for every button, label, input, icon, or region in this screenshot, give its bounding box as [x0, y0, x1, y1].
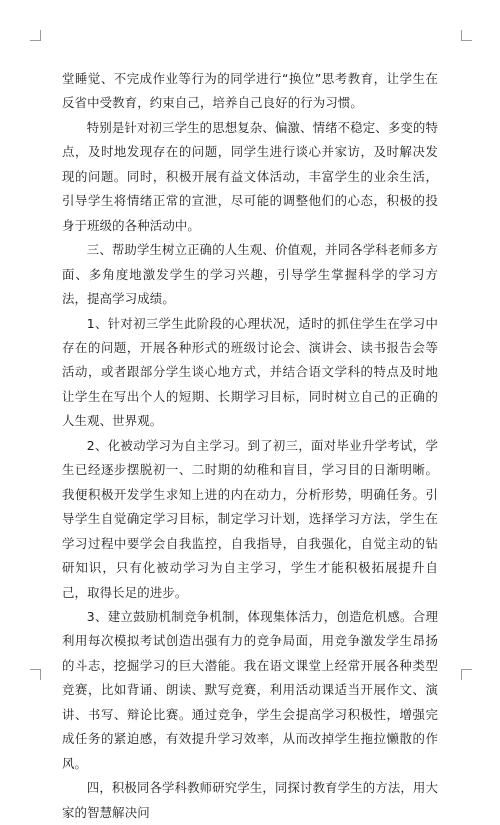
crop-mark-bottom-right	[461, 669, 472, 680]
crop-mark-top-right	[461, 30, 472, 41]
paragraph-student-emotions: 特别是针对初三学生的思想复杂、偏激、情绪不稳定、多变的特点，及时地发现存在的问题，同学生进行谈心并家访，及时解决发现的问题。同时，积极开展有益文体活动，丰富学生的业余生活，引导学生将情绪正常的宣泄，尽可能的调整他们的心态，积极的投身于班级的各种活动中。	[62, 119, 438, 233]
crop-mark-bottom-left	[30, 669, 41, 680]
crop-mark-top-left	[30, 30, 41, 41]
document-body	[62, 67, 438, 825]
paragraph-item-2: 2、化被动学习为自主学习。到了初三，面对毕业升学考试，学生已经逐步摆脱初一、二时期的幼稚和盲目，学习目的日渐明晰。我便积极开发学生求知上进的内在动力，分析形势，明确任务。引导学生自觉确定学习目标，制定学习计划，选择学习方法，学生在学习过程中要学会自我监控，自我指导，自我强化，自觉主动的钻研知识，只有化被动学习为自主学习，学生才能积极拓展提升自己，取得长足的进步。	[62, 437, 438, 600]
paragraph-item-1: 1、针对初三学生此阶段的心理状况，适时的抓住学生在学习中存在的问题，开展各种形式的班级讨论会、演讲会、读书报告会等活动，或者跟部分学生谈心地方式，并结合语文学科的特点及时地让学生在写出个人的短期、长期学习目标，同时树立自己的正确的人生观、世界观。	[62, 315, 438, 429]
paragraph-section-four-heading: 四，积极同各学科教师研究学生，同探讨教育学生的方法，用大家的智慧解决问	[62, 780, 438, 820]
paragraph-section-three-heading: 三、帮助学生树立正确的人生观、价值观，并同各学科老师多方面、多角度地激发学生的学习兴趣，引导学生掌握科学的学习方法，提高学习成绩。	[62, 242, 438, 307]
paragraph-continuation: 堂睡觉、不完成作业等行为的同学进行“换位”思考教育，让学生在反省中受教育，约束自己，培养自己良好的行为习惯。	[62, 71, 438, 111]
paragraph-item-3: 3、建立鼓励机制竞争机制，体现集体活力，创造危机感。合理利用每次模拟考试创造出强有力的竞争局面，用竞争激发学生昂扬的斗志，挖掘学习的巨大潜能。我在语文课堂上经常开展各种类型竞赛，比如背诵、朗读、默写竞赛，利用活动课适当开展作文、演讲、书写、辩论比赛。通过竞争，学生会提高学习积极性，增强完成任务的紧迫感，有效提升学习效率，从而改掉学生拖拉懒散的作风。	[62, 608, 438, 771]
